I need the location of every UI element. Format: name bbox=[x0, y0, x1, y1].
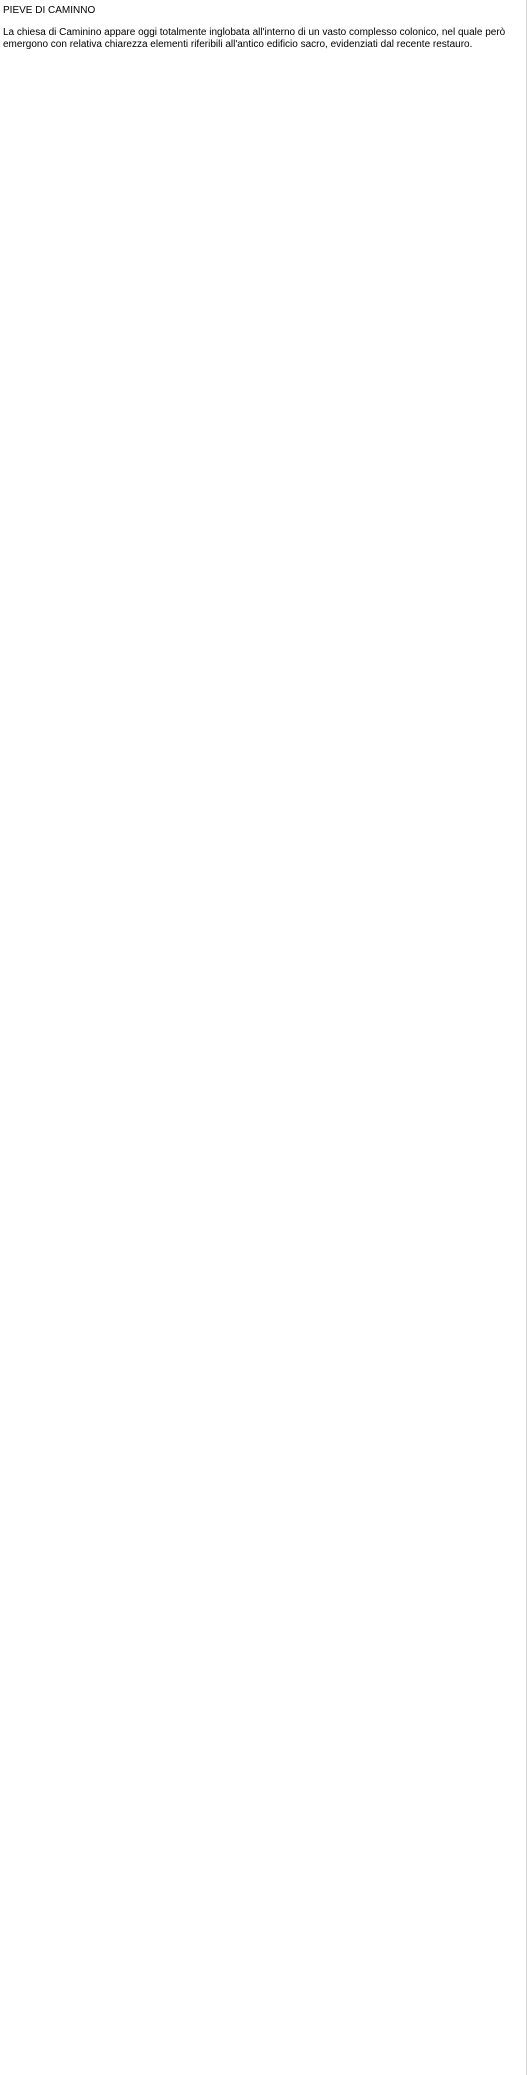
page-title: PIEVE DI CAMINNO bbox=[3, 5, 96, 16]
article-body bbox=[3, 27, 524, 2069]
article-paragraph: La chiesa di Caminino appare oggi totalmente inglobata all'interno di un vasto complesso colonico, nel quale però emergono con relativa chiarezza elementi riferibili all'antico edificio sacro, evidenziati dal recente restauro. bbox=[3, 27, 506, 50]
